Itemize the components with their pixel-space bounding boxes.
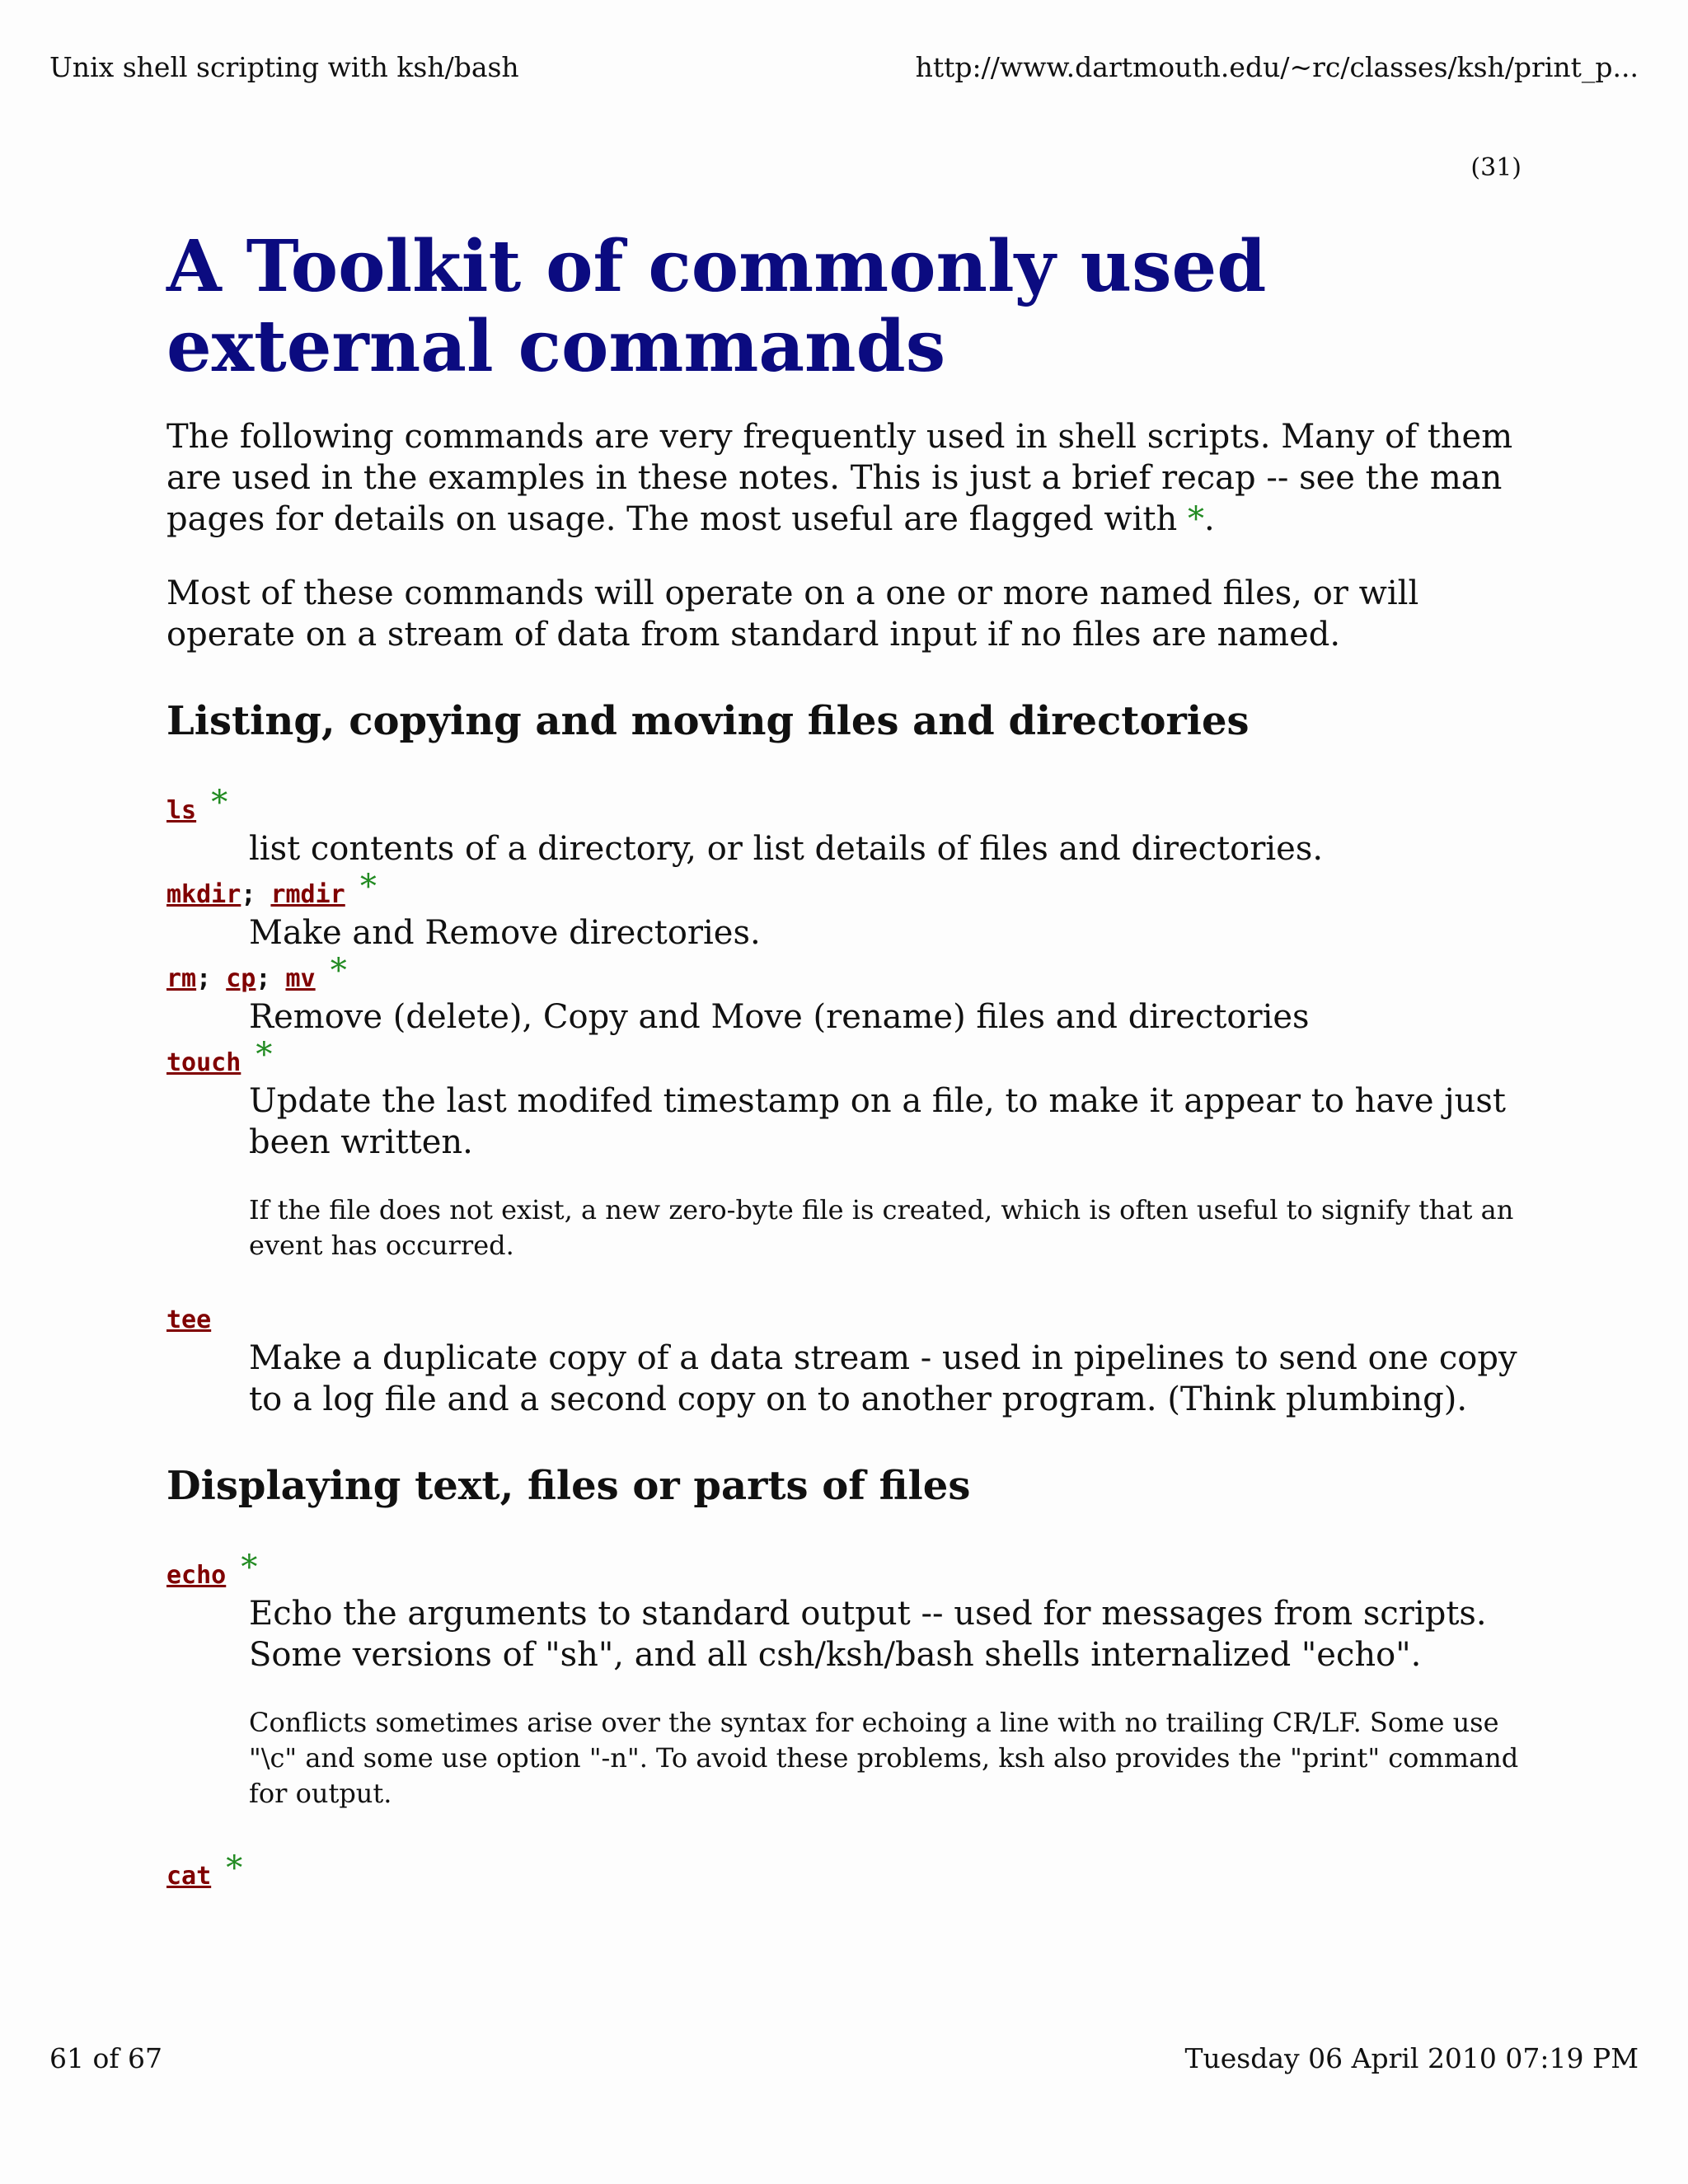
command-link-cat[interactable]: cat	[166, 1862, 212, 1891]
command-desc-mkdir: Make and Remove directories.	[249, 914, 761, 952]
command-link-ls[interactable]: ls	[166, 796, 197, 825]
command-link-mv[interactable]: mv	[285, 964, 316, 993]
intro-paragraph-1	[166, 416, 1526, 540]
command-link-tee[interactable]: tee	[166, 1305, 212, 1334]
command-tee	[166, 1303, 1526, 1338]
star-marker: *	[241, 1549, 258, 1586]
star-marker: *	[1187, 500, 1204, 538]
print-footer	[49, 2042, 1639, 2074]
command-cat	[166, 1851, 1526, 1894]
command-desc-tee: Make a duplicate copy of a data stream - used in pipelines to send one copy to a log file and a second copy on to another program. (Think plumbing).	[249, 1339, 1517, 1418]
command-list-displaying	[166, 1550, 1526, 1894]
section-heading-displaying: Displaying text, files or parts of files	[166, 1463, 971, 1509]
star-marker: *	[211, 784, 228, 822]
spacer	[166, 1263, 1526, 1303]
document-body	[166, 227, 1526, 1894]
command-link-rmdir[interactable]: rmdir	[270, 880, 345, 909]
section-heading-listing: Listing, copying and moving files and directories	[166, 698, 1250, 744]
command-touch	[166, 1038, 1526, 1080]
command-ls	[166, 785, 1526, 828]
command-link-rm[interactable]: rm	[166, 964, 197, 993]
separator: ;	[256, 964, 286, 993]
spacer	[166, 1811, 1526, 1851]
command-note-touch: If the file does not exist, a new zero-byte file is created, which is often useful to signify that an event has occurred.	[249, 1194, 1514, 1261]
star-marker: *	[256, 1036, 273, 1074]
command-desc-ls: list contents of a directory, or list details of files and directories.	[249, 830, 1324, 868]
slide-number: (31)	[1470, 153, 1522, 182]
command-link-cp[interactable]: cp	[226, 964, 256, 993]
command-mkdir-rmdir	[166, 869, 1526, 912]
intro-text: The following commands are very frequently used in shell scripts. Many of them are used in the examples in these notes. This is just a brief recap -- see the man pages for details on usage. The most useful are flagged with	[166, 418, 1513, 538]
command-echo	[166, 1550, 1526, 1593]
print-header-url: http://www.dartmouth.edu/~rc/classes/ksh/print_p...	[915, 51, 1639, 83]
command-link-mkdir[interactable]: mkdir	[166, 880, 241, 909]
command-list-listing	[166, 785, 1526, 1420]
separator: ;	[196, 964, 227, 993]
star-marker: *	[330, 952, 347, 990]
page-title: A Toolkit of commonly used external commands	[166, 225, 1267, 388]
command-link-touch[interactable]: touch	[166, 1048, 241, 1077]
print-timestamp: Tuesday 06 April 2010 07:19 PM	[1184, 2042, 1639, 2074]
command-desc-echo: Echo the arguments to standard output -- used for messages from scripts. Some versions of "sh", and all csh/ksh/bash shells internalized "echo".	[249, 1595, 1487, 1674]
print-header-title: Unix shell scripting with ksh/bash	[49, 51, 519, 83]
command-desc-rm: Remove (delete), Copy and Move (rename) files and directories	[249, 998, 1310, 1036]
star-marker: *	[226, 1849, 243, 1887]
print-header	[49, 51, 1639, 83]
separator: ;	[241, 880, 271, 909]
command-link-echo[interactable]: echo	[166, 1561, 227, 1590]
intro-period: .	[1203, 500, 1215, 538]
command-rm-cp-mv	[166, 954, 1526, 996]
command-desc-touch: Update the last modifed timestamp on a file, to make it appear to have just been written.	[249, 1082, 1506, 1161]
command-note-echo: Conflicts sometimes arise over the syntax for echoing a line with no trailing CR/LF. Some use "\c" and some use option "-n". To avoid these problems, ksh also provides the "print" command for output.	[249, 1707, 1519, 1809]
page-count: 61 of 67	[49, 2042, 163, 2074]
intro-paragraph-2: Most of these commands will operate on a one or more named files, or will operate on a stream of data from standard input if no files are named.	[166, 574, 1419, 654]
star-marker: *	[359, 868, 377, 906]
